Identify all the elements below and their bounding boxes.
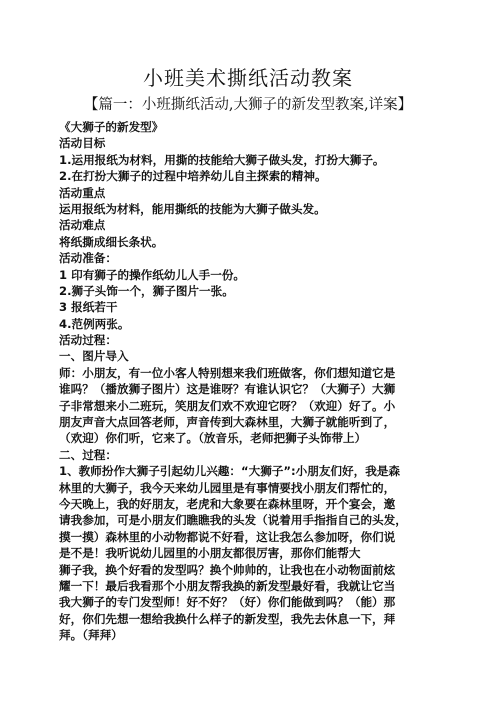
body-line: 2.在打扮大狮子的过程中培养幼儿自主探索的精神。	[59, 169, 327, 184]
body-line: 活动准备：	[59, 251, 117, 266]
body-line: 拜。（拜拜）	[59, 628, 123, 643]
body-line: 活动目标	[59, 136, 106, 151]
body-line: 1 印有狮子的操作纸幼儿人手一份。	[59, 267, 246, 282]
body-line: 林里的大狮子，我今天来幼儿园里是有事情要找小朋友们帮忙的，	[59, 480, 396, 495]
body-line: （欢迎）你们听，它来了。（放音乐，老师把狮子头饰带上）	[59, 431, 367, 446]
body-line: 谁吗？（播放狮子图片）这是谁呀？有谁认识它？（大狮子）大狮	[59, 382, 396, 397]
body-line: 活动重点	[59, 185, 106, 200]
body-line: 将纸撕成细长条状。	[59, 234, 164, 249]
body-line: 一、图片导入	[59, 349, 129, 364]
body-line: 4.范例两张。	[59, 316, 130, 331]
body-line: 朋友声音大点回答老师，声音传到大森林里，大狮子就能听到了，	[59, 415, 396, 430]
body-line: 2.狮子头饰一个，狮子图片一张。	[59, 283, 234, 298]
body-line: 3 报纸若干	[59, 300, 118, 315]
body-line: 好，你们先想一想给我换什么样子的新发型，我先去休息一下，拜	[59, 611, 396, 626]
body-line: 是不是！我听说幼儿园里的小朋友都很厉害，那你们能帮大	[59, 546, 361, 561]
body-line: 1.运用报纸为材料，用撕的技能给大狮子做头发，打扮大狮子。	[59, 152, 385, 167]
document-title: 小班美术撕纸活动教案	[143, 66, 353, 90]
body-line: 摸一摸）森林里的小动物都说不好看，这让我怎么参加呀，你们说	[59, 529, 396, 544]
body-line: 狮子我，换个好看的发型吗？换个帅帅的，让我也在小动物面前炫	[59, 562, 396, 577]
body-line: 运用报纸为材料，能用撕纸的技能为大狮子做头发。	[59, 201, 326, 216]
body-line: 请我参加，可是小朋友们瞧瞧我的头发（说着用手指指自己的头发，	[59, 513, 407, 528]
body-line: 活动难点	[59, 218, 106, 233]
body-line: 子非常想来小二班玩，笑朋友们欢不欢迎它呀？（欢迎）好了。小	[59, 398, 396, 413]
body-line: 我大狮子的专门发型师！好不好？（好）你们能做到吗？（能）那	[59, 595, 396, 610]
document-body	[59, 119, 459, 644]
body-line: 今天晚上，我的好朋友，老虎和大象要在森林里呀，开个宴会，邀	[59, 496, 396, 511]
body-line: 《大狮子的新发型》	[59, 120, 164, 134]
body-line: 1、教师扮作大狮子引起幼儿兴趣：“大狮子”:小朋友们好，我是森	[59, 464, 400, 479]
body-line: 耀一下！最后我看那个小朋友帮我换的新发型最好看，我就让它当	[59, 578, 396, 593]
body-line: 活动过程：	[59, 333, 117, 348]
body-line: 二、过程：	[59, 447, 117, 462]
body-line: 师：小朋友，有一位小客人特别想来我们班做客，你们想知道它是	[59, 365, 396, 380]
document-subtitle: 【篇一：小班撕纸活动,大狮子的新发型教案,详案】	[83, 97, 413, 113]
